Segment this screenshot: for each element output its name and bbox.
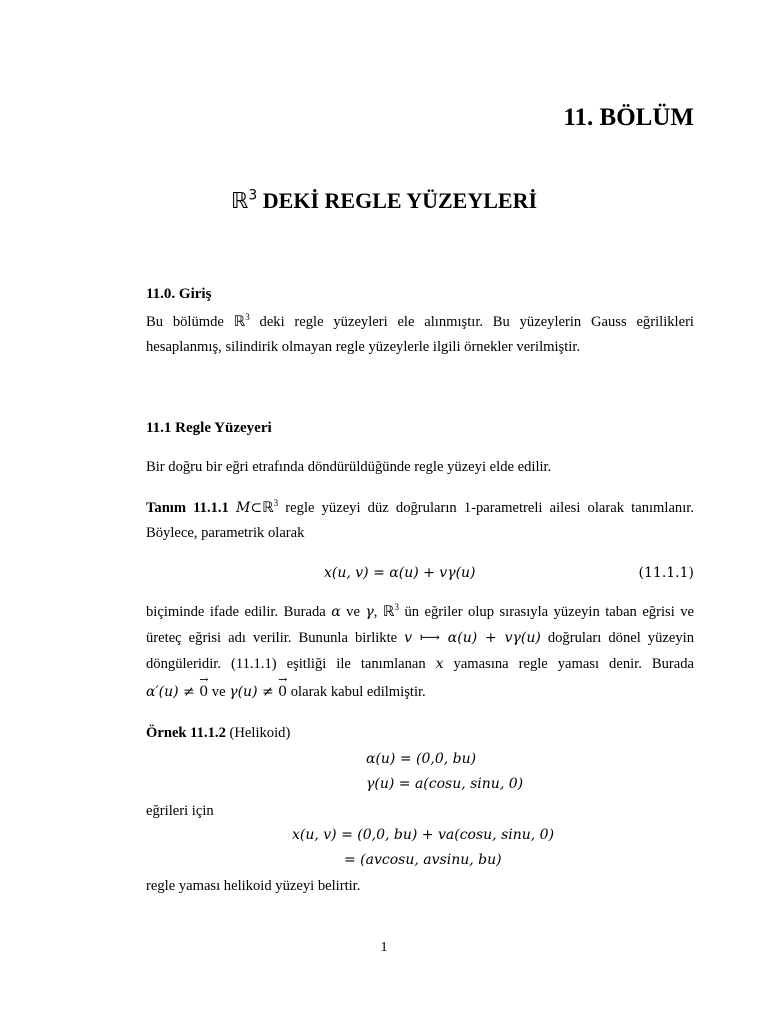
explanation-line-2: üreteç eğrisi adı verilir. Bununla birlikte v ⟼ α(u) + vγ(u) doğruları dönel yüzeyin	[146, 630, 694, 646]
explanation-line-3: döngüleridir. (11.1.1) eşitliği ile tanımlanan x yamasına regle yaması denir. Burada	[146, 656, 694, 672]
for-curves-text: eğrileri için	[146, 803, 214, 819]
title-text: DEKİ REGLE YÜZEYLERİ	[257, 188, 538, 213]
vector-arrow-icon: →	[199, 673, 209, 686]
title-exponent: 3	[248, 187, 258, 204]
real-numbers-symbol: ℝ	[233, 313, 246, 330]
ruled-sentence: Bir doğru bir eğri etrafında döndürüldüğünde regle yüzeyi elde edilir.	[146, 459, 552, 475]
vector-arrow-icon: →	[278, 673, 288, 686]
intro-line-1: Bu bölümde ℝ$^3$ deki regle yüzeyleri ele alınmıştır. Bu yüzeylerin Gauss eğrilikleri	[146, 313, 694, 330]
equation-number: (11.1.1)	[638, 565, 694, 581]
helicoid-patch-equation-1: x(u, v) = (0,0, bu) + va(cosu, sinu, 0)	[292, 827, 555, 843]
chapter-heading: 11. BÖLÜM	[563, 104, 694, 131]
section-intro-heading: 11.0. Giriş	[146, 286, 212, 302]
real-numbers-symbol: ℝ	[230, 189, 249, 214]
helicoid-patch-equation-2: = (avcosu, avsinu, bu)	[344, 852, 502, 868]
example-conclusion: regle yaması helikoid yüzeyi belirtir.	[146, 878, 361, 894]
gamma-equation: γ(u) = a(cosu, sinu, 0)	[366, 776, 524, 792]
zero-vector: → 0	[278, 673, 288, 700]
ruled-patch-equation: x(u, v) = α(u) + vγ(u)	[324, 565, 476, 581]
page-number: 1	[380, 940, 388, 955]
definition-line-1: Tanım 11.1.1 M⊂ℝ$^3$ regle yüzeyi düz doğruların 1-parametreli ailesi olarak tanımlanır.	[146, 499, 694, 516]
zero-vector: → 0	[199, 673, 209, 700]
chapter-title	[0, 188, 768, 214]
definition-line-2: Böylece, parametrik olarak	[146, 525, 305, 541]
example-label: Örnek 11.1.2	[146, 725, 226, 741]
section-ruled-heading: 11.1 Regle Yüzeyeri	[146, 420, 272, 436]
explanation-line-1: biçiminde ifade edilir. Burada α ve γ, ℝ$^3$ ün eğriler olup sırasıyla yüzeyin taban eğrisi ve	[146, 603, 694, 620]
definition-label: Tanım 11.1.1	[146, 500, 229, 516]
intro-line-2: hesaplanmış, silindirik olmayan regle yüzeylerle ilgili örnekler verilmiştir.	[146, 339, 581, 355]
alpha-equation: α(u) = (0,0, bu)	[366, 751, 477, 767]
example-heading: Örnek 11.1.2 (Helikoid)	[146, 725, 291, 741]
explanation-line-4: α′(u) ≠ → 0 ve γ(u) ≠ → 0 olarak kabul edilmiştir.	[146, 673, 426, 700]
